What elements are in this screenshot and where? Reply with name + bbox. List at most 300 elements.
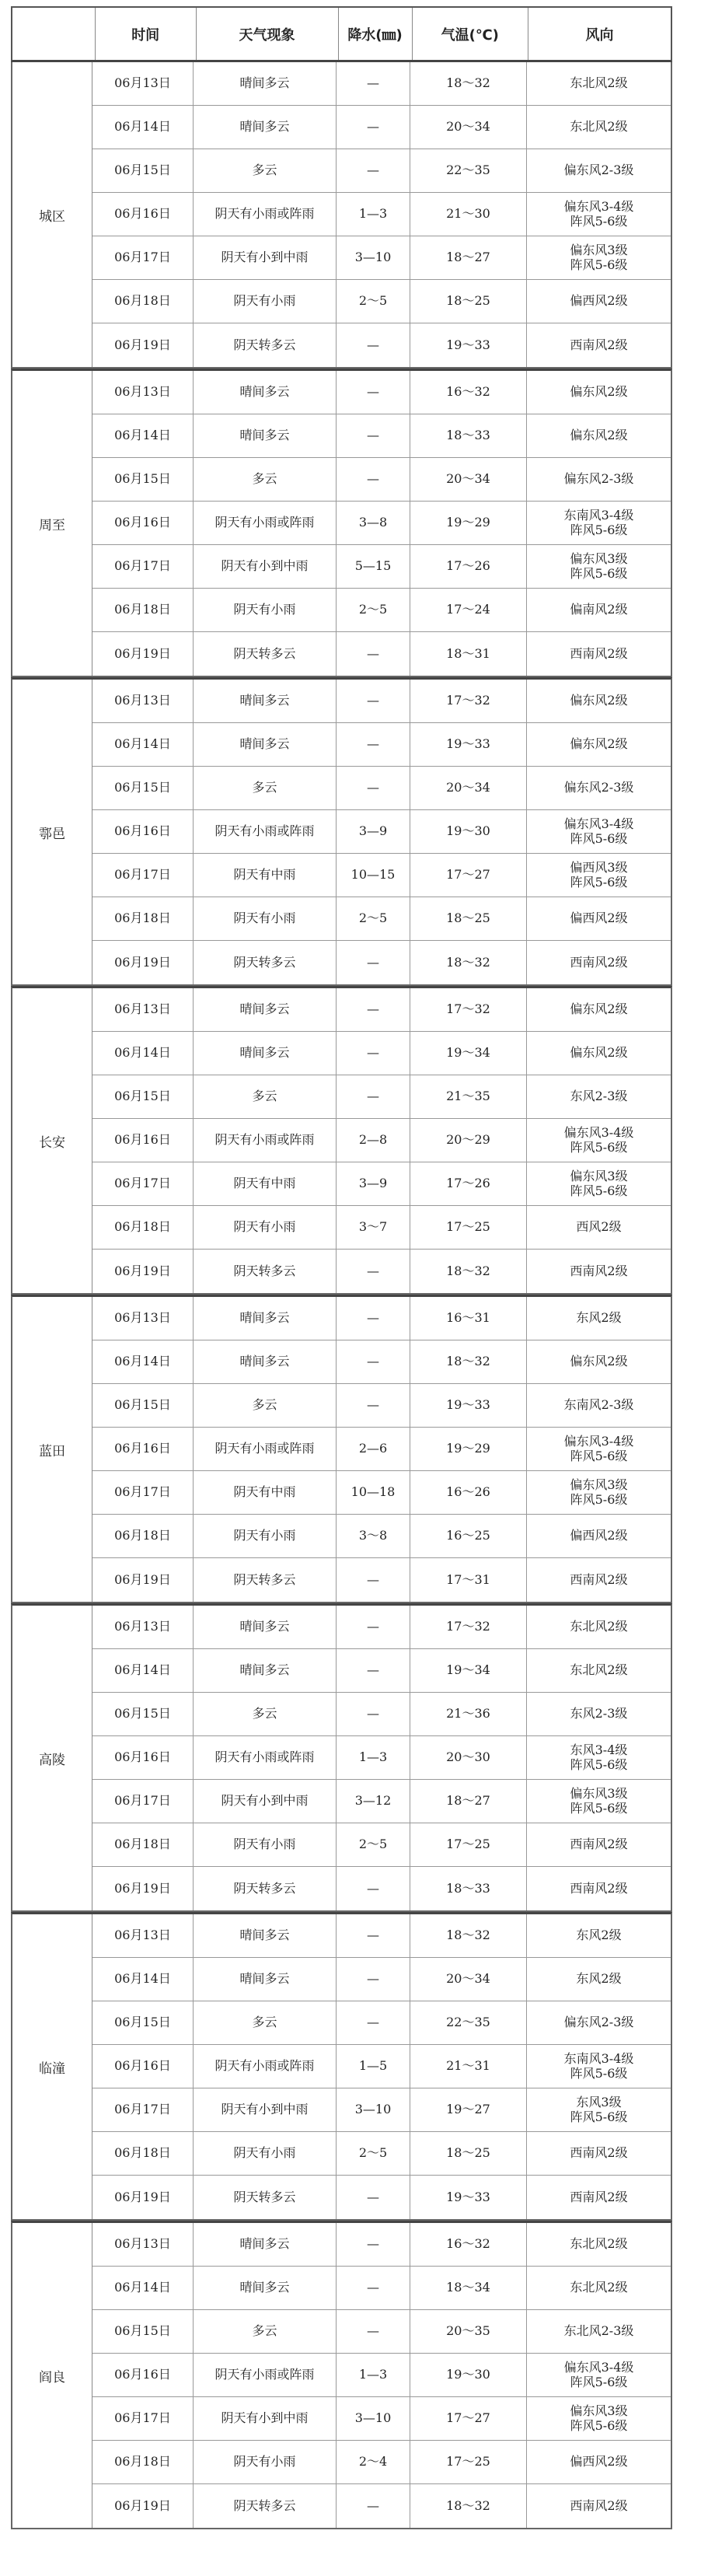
temp-cell: 19～30 — [410, 2354, 527, 2396]
table-header — [11, 6, 672, 62]
wind-cell — [527, 1297, 671, 1340]
date-cell: 06月14日 — [92, 1340, 194, 1383]
date-cell: 06月16日 — [92, 193, 194, 236]
temp-cell: 22～35 — [410, 149, 527, 192]
date-cell: 06月18日 — [92, 280, 194, 323]
temp-cell: 17～25 — [410, 1206, 527, 1249]
table-row — [92, 767, 671, 810]
temp-cell: 18～33 — [410, 414, 527, 457]
district-list — [11, 62, 672, 2529]
district-name: 周至 — [12, 371, 92, 676]
wind-line: 偏东风3级 — [570, 243, 628, 258]
temp-cell: 19～34 — [410, 1032, 527, 1075]
date-cell: 06月15日 — [92, 149, 194, 192]
wind-cell — [527, 1649, 671, 1692]
district-name: 鄠邑 — [12, 680, 92, 984]
wind-cell — [527, 767, 671, 809]
wind-cell — [527, 723, 671, 766]
wind-line: 偏东风2级 — [570, 736, 628, 752]
wind-line: 西南风2级 — [570, 1880, 628, 1896]
temp-cell: 18～32 — [410, 2484, 527, 2528]
temp-cell: 20～34 — [410, 106, 527, 149]
header-time: 时间 — [96, 8, 197, 60]
date-cell: 06月19日 — [92, 1558, 194, 1602]
temp-cell: 16～25 — [410, 1515, 527, 1557]
wind-cell — [527, 371, 671, 414]
wind-cell — [527, 1250, 671, 1293]
date-cell: 06月18日 — [92, 2441, 194, 2483]
table-row — [92, 810, 671, 854]
table-row — [92, 458, 671, 502]
rain-cell: — — [337, 1867, 410, 1910]
table-row — [92, 1075, 671, 1119]
wind-cell — [527, 458, 671, 501]
wind-line: 东北风2级 — [570, 2236, 628, 2252]
table-row — [92, 2045, 671, 2088]
rain-cell: 1—3 — [337, 193, 410, 236]
weather-cell: 多云 — [194, 2001, 337, 2044]
temp-cell: 20～30 — [410, 1736, 527, 1779]
date-cell: 06月18日 — [92, 1515, 194, 1557]
weather-cell: 晴间多云 — [194, 2223, 337, 2266]
weather-cell: 多云 — [194, 149, 337, 192]
date-cell: 06月13日 — [92, 2223, 194, 2266]
wind-cell — [527, 680, 671, 722]
rain-cell: — — [337, 323, 410, 367]
rain-cell: — — [337, 723, 410, 766]
wind-cell — [527, 1606, 671, 1648]
weather-cell: 多云 — [194, 1693, 337, 1735]
wind-cell — [527, 589, 671, 631]
rain-cell: — — [337, 414, 410, 457]
wind-line: 偏东风2-3级 — [563, 2015, 634, 2030]
rain-cell: 10—18 — [337, 1471, 410, 1514]
wind-line: 偏西风2级 — [570, 911, 628, 926]
table-row — [92, 1736, 671, 1780]
temp-cell: 18～32 — [410, 1250, 527, 1293]
table-row — [92, 897, 671, 941]
wind-line: 偏东风3级 — [570, 1477, 628, 1493]
rain-cell: — — [337, 1914, 410, 1957]
wind-cell — [527, 1471, 671, 1514]
wind-line: 东北风2级 — [570, 119, 628, 135]
weather-cell: 多云 — [194, 458, 337, 501]
date-cell: 06月17日 — [92, 545, 194, 588]
weather-cell: 晴间多云 — [194, 1914, 337, 1957]
temp-cell: 18～32 — [410, 1340, 527, 1383]
date-cell: 06月15日 — [92, 767, 194, 809]
rain-cell: — — [337, 1384, 410, 1427]
table-row — [92, 1606, 671, 1649]
rain-cell: 1—3 — [337, 2354, 410, 2396]
wind-line: 阵风5-6级 — [570, 2109, 628, 2124]
table-row — [92, 854, 671, 897]
forecast-table — [11, 6, 672, 2529]
date-cell: 06月14日 — [92, 1649, 194, 1692]
wind-line: 东风2-3级 — [570, 1706, 628, 1721]
rain-cell: 1—3 — [337, 1736, 410, 1779]
table-row — [92, 106, 671, 149]
rain-cell: 5—15 — [337, 545, 410, 588]
header-rain: 降水(㎜) — [339, 8, 413, 60]
wind-line: 东北风2-3级 — [563, 2323, 634, 2339]
table-row — [92, 1119, 671, 1162]
wind-cell — [527, 1736, 671, 1779]
temp-cell: 16～32 — [410, 371, 527, 414]
rain-cell: — — [337, 1958, 410, 2001]
rain-cell: 1—5 — [337, 2045, 410, 2088]
weather-cell: 阴天有小雨 — [194, 1823, 337, 1866]
date-cell: 06月15日 — [92, 458, 194, 501]
date-cell: 06月18日 — [92, 897, 194, 940]
table-row — [92, 1032, 671, 1075]
header-temp: 气温(℃) — [413, 8, 528, 60]
temp-cell: 18～25 — [410, 280, 527, 323]
weather-cell: 阴天转多云 — [194, 941, 337, 984]
weather-cell: 阴天有小雨 — [194, 1515, 337, 1557]
table-row — [92, 1428, 671, 1471]
wind-line: 东北风2级 — [570, 2280, 628, 2295]
wind-cell — [527, 988, 671, 1031]
table-row — [92, 280, 671, 323]
wind-line: 偏东风3级 — [570, 551, 628, 567]
temp-cell: 22～35 — [410, 2001, 527, 2044]
district-name: 阎良 — [12, 2223, 92, 2528]
weather-cell: 阴天有小雨 — [194, 2132, 337, 2175]
date-cell: 06月14日 — [92, 106, 194, 149]
wind-cell — [527, 280, 671, 323]
table-row — [92, 62, 671, 106]
temp-cell: 21～31 — [410, 2045, 527, 2088]
wind-cell — [527, 1428, 671, 1470]
wind-line: 偏东风2级 — [570, 428, 628, 443]
weather-cell: 晴间多云 — [194, 723, 337, 766]
wind-line: 偏西风2级 — [570, 2454, 628, 2469]
date-cell: 06月16日 — [92, 1428, 194, 1470]
weather-cell: 阴天有小雨或阵雨 — [194, 1428, 337, 1470]
wind-cell — [527, 1119, 671, 1162]
table-row — [92, 1649, 671, 1693]
wind-line: 东南风2-3级 — [563, 1397, 634, 1413]
temp-cell: 17～24 — [410, 589, 527, 631]
wind-line: 偏东风2-3级 — [563, 163, 634, 178]
weather-cell: 阴天有中雨 — [194, 1162, 337, 1205]
temp-cell: 19～33 — [410, 323, 527, 367]
weather-cell: 多云 — [194, 1075, 337, 1118]
table-row — [92, 1206, 671, 1250]
weather-cell: 晴间多云 — [194, 62, 337, 105]
date-cell: 06月16日 — [92, 1736, 194, 1779]
rain-cell: 2～5 — [337, 1823, 410, 1866]
weather-cell: 晴间多云 — [194, 2267, 337, 2309]
wind-line: 东风2级 — [576, 1928, 622, 1943]
wind-line: 阵风5-6级 — [570, 2417, 628, 2433]
weather-cell: 阴天有小雨 — [194, 2441, 337, 2483]
wind-cell — [527, 149, 671, 192]
wind-cell — [527, 1075, 671, 1118]
weather-cell: 阴天有小雨 — [194, 280, 337, 323]
date-cell: 06月17日 — [92, 2397, 194, 2440]
table-row — [92, 2310, 671, 2354]
rain-cell: 2—6 — [337, 1428, 410, 1470]
weather-cell: 阴天有小到中雨 — [194, 1780, 337, 1823]
wind-line: 西南风2级 — [570, 2189, 628, 2204]
date-cell: 06月18日 — [92, 1823, 194, 1866]
temp-cell: 18～33 — [410, 1867, 527, 1910]
rain-cell: — — [337, 2223, 410, 2266]
wind-cell — [527, 2132, 671, 2175]
temp-cell: 18～31 — [410, 632, 527, 676]
district-block — [11, 1295, 672, 1603]
wind-cell — [527, 1914, 671, 1957]
wind-cell — [527, 1780, 671, 1823]
temp-cell: 19～33 — [410, 1384, 527, 1427]
wind-line: 阵风5-6级 — [570, 257, 628, 272]
wind-line: 偏东风2级 — [570, 693, 628, 708]
wind-line: 东风2级 — [576, 1971, 622, 1987]
district-rows — [92, 1297, 671, 1602]
table-row — [92, 1914, 671, 1958]
date-cell: 06月19日 — [92, 1250, 194, 1293]
wind-line: 东南风3-4级 — [563, 2051, 634, 2067]
weather-cell: 多云 — [194, 767, 337, 809]
wind-line: 阵风5-6级 — [570, 1756, 628, 1772]
weather-cell: 阴天转多云 — [194, 1867, 337, 1910]
table-row — [92, 589, 671, 632]
rain-cell: — — [337, 106, 410, 149]
wind-line: 阵风5-6级 — [570, 1183, 628, 1198]
date-cell: 06月16日 — [92, 810, 194, 853]
table-row — [92, 193, 671, 236]
temp-cell: 17～27 — [410, 854, 527, 897]
temp-cell: 19～27 — [410, 2088, 527, 2131]
wind-line: 西南风2级 — [570, 1837, 628, 1852]
rain-cell: — — [337, 2267, 410, 2309]
date-cell: 06月13日 — [92, 1297, 194, 1340]
temp-cell: 21～35 — [410, 1075, 527, 1118]
rain-cell: — — [337, 632, 410, 676]
weather-cell: 晴间多云 — [194, 988, 337, 1031]
table-row — [92, 236, 671, 280]
weather-cell: 阴天有小雨 — [194, 589, 337, 631]
weather-cell: 阴天转多云 — [194, 2484, 337, 2528]
district-rows — [92, 680, 671, 984]
temp-cell: 17～32 — [410, 988, 527, 1031]
temp-cell: 17～27 — [410, 2397, 527, 2440]
wind-cell — [527, 2223, 671, 2266]
wind-cell — [527, 502, 671, 544]
district-name: 临潼 — [12, 1914, 92, 2219]
district-block — [11, 677, 672, 986]
wind-cell — [527, 1340, 671, 1383]
table-row — [92, 632, 671, 676]
rain-cell: — — [337, 2484, 410, 2528]
wind-line: 偏东风2-3级 — [563, 780, 634, 795]
table-row — [92, 1867, 671, 1910]
weather-cell: 多云 — [194, 2310, 337, 2353]
temp-cell: 16～31 — [410, 1297, 527, 1340]
rain-cell: 2～5 — [337, 2132, 410, 2175]
wind-line: 西南风2级 — [570, 954, 628, 970]
date-cell: 06月17日 — [92, 1780, 194, 1823]
wind-cell — [527, 236, 671, 279]
rain-cell: 10—15 — [337, 854, 410, 897]
weather-cell: 晴间多云 — [194, 1297, 337, 1340]
date-cell: 06月19日 — [92, 2176, 194, 2219]
wind-line: 偏西风3级 — [570, 860, 628, 876]
date-cell: 06月19日 — [92, 941, 194, 984]
temp-cell: 20～34 — [410, 767, 527, 809]
wind-line: 偏西风2级 — [570, 293, 628, 309]
wind-cell — [527, 2484, 671, 2528]
wind-line: 东北风2级 — [570, 75, 628, 91]
date-cell: 06月14日 — [92, 414, 194, 457]
district-name: 长安 — [12, 988, 92, 1293]
header-wind: 风向 — [585, 26, 614, 44]
date-cell: 06月13日 — [92, 1606, 194, 1648]
temp-cell: 20～34 — [410, 458, 527, 501]
district-block — [11, 62, 672, 369]
wind-line: 西南风2级 — [570, 2145, 628, 2161]
table-row — [92, 1823, 671, 1867]
temp-cell: 18～27 — [410, 1780, 527, 1823]
wind-cell — [527, 2397, 671, 2440]
wind-line: 偏东风2级 — [570, 1001, 628, 1017]
date-cell: 06月16日 — [92, 1119, 194, 1162]
wind-line: 阵风5-6级 — [570, 2065, 628, 2081]
date-cell: 06月15日 — [92, 1693, 194, 1735]
temp-cell: 19～33 — [410, 723, 527, 766]
date-cell: 06月14日 — [92, 2267, 194, 2309]
rain-cell: — — [337, 988, 410, 1031]
weather-cell: 晴间多云 — [194, 1340, 337, 1383]
weather-cell: 晴间多云 — [194, 1032, 337, 1075]
district-rows — [92, 371, 671, 676]
table-row — [92, 680, 671, 723]
header-blank — [12, 8, 96, 60]
district-rows — [92, 1606, 671, 1910]
wind-line: 阵风5-6级 — [570, 522, 628, 537]
temp-cell: 18～27 — [410, 236, 527, 279]
date-cell: 06月19日 — [92, 323, 194, 367]
table-row — [92, 1515, 671, 1558]
district-name: 高陵 — [12, 1606, 92, 1910]
weather-cell: 阴天转多云 — [194, 1250, 337, 1293]
district-rows — [92, 988, 671, 1293]
wind-cell — [527, 2441, 671, 2483]
rain-cell: 3—8 — [337, 502, 410, 544]
wind-line: 阵风5-6级 — [570, 213, 628, 229]
wind-line: 阵风5-6级 — [570, 2374, 628, 2389]
weather-cell: 阴天有小雨或阵雨 — [194, 2354, 337, 2396]
rain-cell: — — [337, 1297, 410, 1340]
date-cell: 06月16日 — [92, 502, 194, 544]
date-cell: 06月13日 — [92, 371, 194, 414]
rain-cell: — — [337, 62, 410, 105]
table-row — [92, 1780, 671, 1823]
rain-cell: — — [337, 1693, 410, 1735]
wind-line: 西南风2级 — [570, 2497, 628, 2513]
temp-cell: 19～29 — [410, 502, 527, 544]
table-row — [92, 1340, 671, 1384]
table-row — [92, 2441, 671, 2484]
date-cell: 06月15日 — [92, 2001, 194, 2044]
temp-cell: 18～32 — [410, 1914, 527, 1957]
wind-cell — [527, 941, 671, 984]
weather-cell: 阴天有小雨或阵雨 — [194, 502, 337, 544]
rain-cell: — — [337, 767, 410, 809]
temp-cell: 21～36 — [410, 1693, 527, 1735]
wind-cell — [527, 1162, 671, 1205]
rain-cell: — — [337, 1032, 410, 1075]
wind-cell — [527, 897, 671, 940]
table-row — [92, 414, 671, 458]
table-row — [92, 2088, 671, 2132]
weather-cell: 阴天有小到中雨 — [194, 2088, 337, 2131]
district-block — [11, 369, 672, 677]
temp-cell: 20～29 — [410, 1119, 527, 1162]
rain-cell: 3—9 — [337, 810, 410, 853]
table-row — [92, 2354, 671, 2397]
rain-cell: 2～4 — [337, 2441, 410, 2483]
wind-cell — [527, 2267, 671, 2309]
wind-cell — [527, 1032, 671, 1075]
district-block — [11, 1912, 672, 2221]
date-cell: 06月18日 — [92, 2132, 194, 2175]
wind-cell — [527, 323, 671, 367]
weather-cell: 阴天有小雨 — [194, 1206, 337, 1249]
wind-line: 西南风2级 — [570, 645, 628, 661]
wind-line: 偏东风3级 — [570, 1169, 628, 1184]
wind-cell — [527, 2354, 671, 2396]
temp-cell: 19～30 — [410, 810, 527, 853]
temp-cell: 18～34 — [410, 2267, 527, 2309]
wind-cell — [527, 2310, 671, 2353]
temp-cell: 18～25 — [410, 2132, 527, 2175]
wind-cell — [527, 854, 671, 897]
wind-line: 东北风2级 — [570, 1619, 628, 1634]
rain-cell: 2—8 — [337, 1119, 410, 1162]
rain-cell: 3—10 — [337, 2088, 410, 2131]
wind-line: 偏东风2-3级 — [563, 471, 634, 487]
wind-cell — [527, 1515, 671, 1557]
temp-cell: 17～32 — [410, 680, 527, 722]
wind-line: 偏东风2级 — [570, 1045, 628, 1061]
weather-cell: 阴天转多云 — [194, 2176, 337, 2219]
wind-cell — [527, 193, 671, 236]
district-name: 城区 — [12, 62, 92, 367]
date-cell: 06月15日 — [92, 2310, 194, 2353]
rain-cell: — — [337, 1340, 410, 1383]
table-row — [92, 2132, 671, 2176]
wind-cell — [527, 2001, 671, 2044]
date-cell: 06月17日 — [92, 2088, 194, 2131]
wind-line: 东风2级 — [576, 1310, 622, 1326]
table-row — [92, 1693, 671, 1736]
weather-cell: 晴间多云 — [194, 414, 337, 457]
table-row — [92, 2223, 671, 2267]
temp-cell: 19～33 — [410, 2176, 527, 2219]
wind-line: 偏东风3-4级 — [563, 1434, 634, 1449]
weather-cell: 晴间多云 — [194, 680, 337, 722]
rain-cell: — — [337, 1606, 410, 1648]
wind-cell — [527, 414, 671, 457]
wind-cell — [527, 1558, 671, 1602]
wind-line: 东北风2级 — [570, 1662, 628, 1678]
rain-cell: 2～5 — [337, 589, 410, 631]
wind-line: 偏东风3-4级 — [563, 199, 634, 215]
weather-cell: 阴天转多云 — [194, 632, 337, 676]
